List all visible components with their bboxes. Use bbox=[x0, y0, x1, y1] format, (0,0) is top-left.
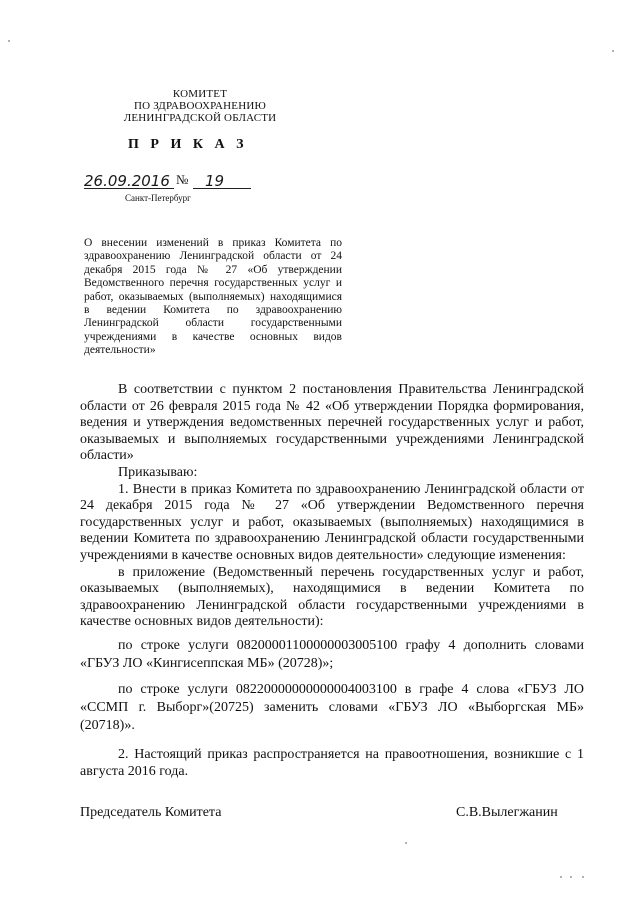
order-word: Приказываю: bbox=[118, 464, 198, 480]
scan-speck bbox=[8, 40, 10, 42]
item-1-sub-paragraph: в приложение (Ведомственный перечень государственных услуг и работ, оказываемых (выполняемых), находящимися в ведении Комитета по здравоохранению Ленинградской области государственными учреждениями в качестве основных видов деятельности): bbox=[80, 564, 584, 630]
header-line-2: ПО ЗДРАВООХРАНЕНИЮ bbox=[133, 100, 267, 112]
order-title: П Р И К А З bbox=[128, 137, 248, 152]
order-subject: О внесении изменений в приказ Комитета по здравоохранению Ленинградской области от 24 декабря 2015 года № 27 «Об утверждении Ведомственного перечня государственных услуг и работ, оказываемых (выполняемых) находящимися в ведении Комитета по здравоохранению Ленинградской области государственными учреждениями в качестве основных видов деятельности» bbox=[84, 237, 342, 357]
change-1-paragraph: по строке услуги 08200001100000003005100 графу 4 дополнить словами «ГБУЗ ЛО «Кингисеппская МБ» (20728)»; bbox=[80, 637, 584, 671]
scan-speck bbox=[560, 876, 562, 878]
scan-speck bbox=[570, 876, 572, 878]
organization-header bbox=[120, 88, 280, 124]
scan-speck bbox=[582, 876, 584, 878]
scan-speck bbox=[405, 842, 407, 844]
change-2-paragraph: по строке услуги 08220000000000004003100 в графе 4 слова «ГБУЗ ЛО «ССМП г. Выборг»(20725) заменить словами «ГБУЗ ЛО «Выборгская МБ» (20718)». bbox=[80, 681, 584, 733]
preamble-paragraph: В соответствии с пунктом 2 постановления Правительства Ленинградской области от 26 февраля 2015 года № 42 «Об утверждении Порядка формирования, ведения и утверждения ведомственных перечней государственных услуг и работ, оказываемых и выполняемых государственными учреждениями Ленинградской области» bbox=[80, 382, 584, 464]
item-2-paragraph: 2. Настоящий приказ распространяется на правоотношения, возникшие с 1 августа 2016 года. bbox=[80, 746, 584, 779]
number-sign: № bbox=[176, 172, 189, 187]
header-line-1: КОМИТЕТ bbox=[172, 88, 228, 100]
header-line-3: ЛЕНИНГРАДСКОЙ ОБЛАСТИ bbox=[123, 112, 277, 124]
signatory-name: С.В.Вылегжанин bbox=[456, 805, 558, 820]
date-field bbox=[84, 172, 174, 189]
number-handwritten: 19 bbox=[205, 172, 225, 190]
city-label: Санкт-Петербург bbox=[125, 193, 191, 203]
signatory-position: Председатель Комитета bbox=[80, 805, 222, 820]
scan-speck bbox=[612, 50, 614, 52]
number-field bbox=[193, 172, 251, 189]
date-handwritten: 26.09.2016 bbox=[84, 172, 170, 190]
item-1-paragraph: 1. Внести в приказ Комитета по здравоохранению Ленинградской области от 24 декабря 2015 года № 27 «Об утверждении Ведомственного перечня государственных услуг и работ, оказываемых (выполняемых) находящимися в ведении Комитета по здравоохранению Ленинградской области государственными учреждениями в качестве основных видов деятельности» следующие изменения: bbox=[80, 481, 584, 563]
order-body bbox=[80, 382, 584, 780]
